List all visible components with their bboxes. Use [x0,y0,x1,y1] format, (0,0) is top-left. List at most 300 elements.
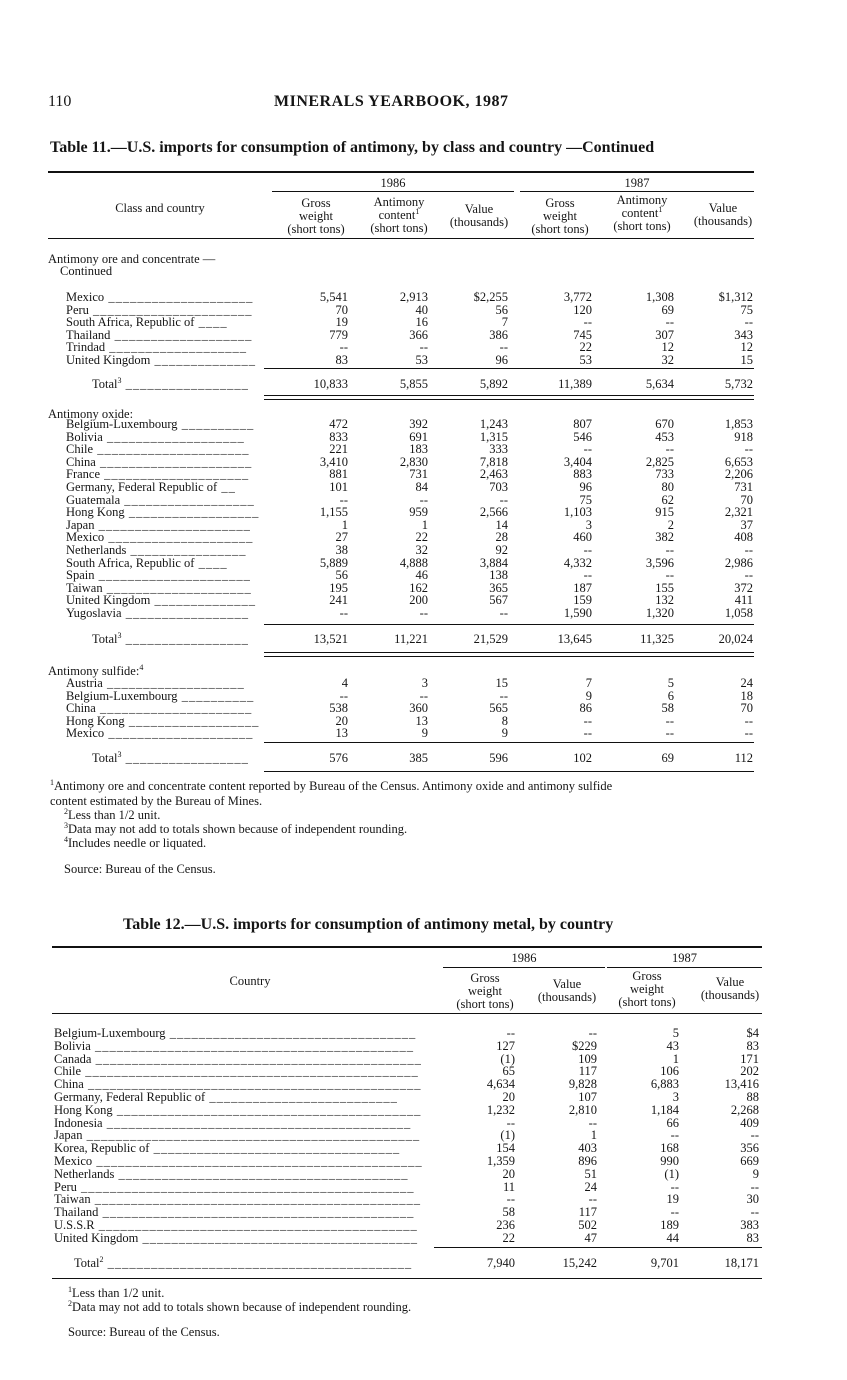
cell: 112 [734,751,753,765]
cell: -- [339,340,348,355]
cell: 92 [495,543,508,557]
table-rule [434,1247,762,1248]
cell: 53 [415,353,428,367]
row-label [54,1206,414,1219]
cell: $1,312 [718,290,753,304]
cell: 19 [335,315,348,330]
cell: 2,268 [730,1102,759,1117]
table12-footnote-2: $^2$Data may not add to totals shown because of independent rounding. [68,1298,412,1314]
row-label-text: Belgium-Luxembourg [66,688,178,703]
leader-dashes: ____________________ [104,290,254,304]
leader-dashes: _____________________ [95,701,253,716]
row-label-text: Mexico [54,1154,93,1168]
table-rule [52,1278,762,1279]
leader-dashes: ________________________________________ [114,1166,409,1181]
cell: 360 [409,701,428,716]
cell: $2,255 [473,290,508,304]
cell: 18,171 [724,1256,759,1270]
table11-col-gross-1986: Gross weight (short tons) [287,196,345,236]
cell: 2,321 [724,505,753,520]
leader-dashes: ______________________________________________ [81,1064,419,1079]
row-label-text: Taiwan [54,1192,91,1207]
cell: 9 [585,688,592,703]
row-label-text: U.S.S.R [54,1218,95,1232]
leader-dashes: _____________________________________________ [92,1154,423,1168]
row-label-text: Thailand [66,327,111,342]
table-rule [264,624,754,625]
leader-dashes: ____________________ [102,580,252,595]
row-label [54,1078,421,1091]
cell: 8 [501,713,508,728]
row-label [54,1117,411,1130]
cell: 171 [740,1051,759,1066]
cell: 1,590 [563,606,592,620]
cell: 1,315 [479,429,508,444]
table11-row [0,727,847,740]
cell: $4 [746,1026,759,1040]
leader-dashes: __________________________________________ [103,1256,413,1270]
cell: 4,888 [399,555,428,570]
cell: 66 [666,1115,679,1130]
table12-row [0,1193,847,1206]
table11-year-1986: 1986 [380,176,406,190]
cell: 2 [667,517,674,532]
table12-top-rule [52,946,762,948]
row-label-text: Bolivia [66,429,103,444]
cell: 20 [502,1090,515,1104]
cell: 183 [409,442,428,457]
cell: 567 [489,593,508,608]
cell: 70 [740,492,753,507]
cell: -- [744,568,753,583]
table12-row [0,1091,847,1104]
cell: 127 [496,1038,515,1053]
cell: 372 [734,580,753,595]
cell: -- [588,1192,597,1207]
leader-dashes: __________________________________ [165,1026,417,1040]
table12-row [0,1040,847,1053]
cell: 807 [573,417,592,431]
table12-row [0,1232,847,1245]
row-label: Total$^3$ _________________ [92,630,249,646]
cell: 14 [495,517,508,532]
row-label-text: Germany, Federal Republic of [66,480,218,494]
table11-section-heading [48,253,215,277]
cell: -- [665,713,674,728]
table-rule [264,399,754,400]
cell: 1,232 [486,1102,515,1117]
cell: 11,389 [558,377,592,391]
row-label-text: Korea, Republic of [54,1141,150,1156]
leader-dashes: ____________________________________________ [90,1038,414,1053]
cell: -- [339,688,348,703]
leader-dashes: ____ [194,555,228,570]
cell: 4 [341,676,348,690]
cell: 5 [672,1026,679,1040]
leader-dashes: ______________________________________________ [76,1179,415,1194]
cell: -- [499,492,508,507]
table12-year-1987: 1987 [672,951,697,965]
cell: 20,024 [718,632,753,646]
table12-title: Table 12.—U.S. imports for consumption of antimony metal, by country [123,916,614,933]
cell: 918 [734,429,753,444]
cell: 117 [578,1205,597,1220]
cell: -- [419,340,428,355]
cell: 386 [489,327,508,342]
row-label-text: China [54,1077,84,1092]
row-label-text: Yugoslavia [66,606,122,620]
table12-row [0,1181,847,1194]
cell: 11,221 [394,632,428,646]
row-label-text: Peru [66,302,89,317]
row-label [54,1040,414,1053]
cell: -- [665,726,674,741]
cell: 383 [740,1218,759,1232]
leader-dashes: __________ [177,417,255,431]
cell: 1,184 [650,1102,679,1117]
cell: -- [750,1179,759,1194]
cell: 5,892 [479,377,508,391]
row-label-text: Thailand [54,1205,99,1220]
cell: 187 [573,580,592,595]
cell: 733 [655,467,674,482]
row-label [54,1129,420,1142]
cell: 3,772 [563,290,592,304]
row-label: Total$^3$ _________________ [92,749,249,765]
cell: 385 [409,751,428,765]
cell: -- [744,442,753,457]
cell: 154 [496,1141,515,1156]
row-label-text: Total [74,1256,100,1270]
cell: 4,634 [486,1077,515,1092]
cell: 5 [667,676,674,690]
cell: -- [499,688,508,703]
cell: 56 [335,568,348,583]
table12-row [0,1117,847,1130]
leader-dashes: ___________________ [110,327,253,342]
cell: 10,833 [313,377,348,391]
cell: 1 [672,1051,679,1066]
cell: 669 [740,1154,759,1168]
cell: $229 [572,1038,597,1053]
row-label [54,1155,423,1168]
row-label [54,1168,409,1181]
cell: 2,825 [645,454,674,469]
section-label: Antimony oxide: [48,407,134,421]
cell: 20 [502,1166,515,1181]
cell: 24 [584,1179,597,1194]
cell: 53 [579,353,592,367]
leader-dashes: ___________________ [105,340,248,355]
cell: 1,320 [645,606,674,620]
cell: 2,830 [399,454,428,469]
cell: 16 [415,315,428,330]
table-rule [264,652,754,653]
cell: -- [499,606,508,620]
table12-row [0,1219,847,1232]
cell: -- [583,442,592,457]
cell: 382 [655,530,674,545]
leader-dashes: ___________________ [102,429,245,444]
section-label: Antimony sulfide: [48,664,140,678]
cell: 96 [495,353,508,367]
cell: 58 [502,1205,515,1220]
cell: 18 [740,688,753,703]
cell: 15,242 [562,1256,597,1270]
cell: 1,155 [319,505,348,520]
cell: -- [665,568,674,583]
table12-year-rule-1986 [443,967,605,968]
table11-footnote-4: $^4$Includes needle or liquated. [64,834,207,850]
cell: 502 [578,1218,597,1232]
cell: 65 [502,1064,515,1079]
cell: 13,521 [313,632,348,646]
table12-col-gross-1986: Gross weight (short tons) [456,971,514,1011]
cell: 596 [489,751,508,765]
cell: 168 [660,1141,679,1156]
table12-row [0,1065,847,1078]
cell: 32 [661,353,674,367]
cell: 241 [329,593,348,608]
row-label-text: Bolivia [54,1038,91,1053]
table12-row [0,1155,847,1168]
cell: 409 [740,1115,759,1130]
cell: 9,701 [650,1256,679,1270]
table12-total-row [0,1254,847,1270]
cell: 896 [578,1154,597,1168]
leader-dashes: __________________ [124,713,260,728]
cell: 11,325 [640,632,674,646]
cell: 51 [584,1166,597,1181]
cell: -- [744,713,753,728]
cell: 1,308 [645,290,674,304]
cell: 200 [409,593,428,608]
cell: 2,810 [568,1102,597,1117]
cell: 19 [666,1192,679,1207]
cell: 366 [409,327,428,342]
leader-dashes: _____________________ [94,568,251,583]
row-label [54,1091,398,1104]
cell: 13,416 [724,1077,759,1092]
cell: 117 [578,1064,597,1079]
table12-col-value-1987: Value (thousands) [700,975,760,1002]
row-label-text: Hong Kong [66,505,125,520]
cell: 75 [740,302,753,317]
row-label-text: France [66,467,101,482]
table11-col-content-1986: Antimony content$^1$ (short tons) [370,195,428,235]
leader-dashes: ______________________ [88,302,253,317]
cell: 2,566 [479,505,508,520]
cell: 24 [740,676,753,690]
row-label: Total$^2$ __________________________________________ [74,1254,413,1270]
table11-footnote-2: $^2$Less than 1/2 unit. [64,806,161,822]
cell: 5,889 [319,555,348,570]
row-label-text: Hong Kong [66,713,125,728]
cell: 3,410 [319,454,348,469]
cell: -- [339,606,348,620]
cell: 83 [746,1230,759,1245]
table12-col-value-1986: Value (thousands) [537,977,597,1004]
leader-dashes: ______________________________________________ [82,1128,421,1143]
cell: 670 [655,417,674,431]
row-label-text: Total [92,377,118,391]
cell: 4,332 [563,555,592,570]
cell: 691 [409,429,428,444]
cell: 20 [335,713,348,728]
cell: 12 [661,340,674,355]
row-label-text: Mexico [66,530,105,545]
leader-dashes: ___________________________________________ [98,1205,415,1220]
cell: -- [419,606,428,620]
cell: 365 [489,580,508,595]
row-label [54,1219,418,1232]
cell: 9 [421,726,428,741]
leader-dashes: __ [217,480,236,494]
leader-dashes: __________________________________________ [112,1102,422,1117]
leader-dashes: __________________________________ [149,1141,401,1156]
row-label-text: Canada [54,1051,92,1066]
leader-dashes: _____________________ [93,442,250,457]
row-label [66,727,253,740]
cell: 46 [415,568,428,583]
cell: 915 [655,505,674,520]
cell: 1 [590,1128,597,1143]
table12-footnote-1: $^1$Less than 1/2 unit. [68,1284,165,1300]
cell: 460 [573,530,592,545]
row-label-text: Japan [54,1128,83,1143]
cell: 56 [495,302,508,317]
table-rule [264,395,754,396]
leader-dashes: ____ [194,315,228,330]
table11-total-row [0,749,847,765]
row-label-text: Chile [54,1064,82,1079]
cell: -- [665,442,674,457]
cell: -- [583,315,592,330]
cell: 86 [579,701,592,716]
leader-dashes: ______________ [150,593,256,608]
cell: -- [670,1205,679,1220]
cell: 392 [409,417,428,431]
cell: 83 [335,353,348,367]
row-label-text: Mexico [66,726,105,741]
running-head: MINERALS YEARBOOK, 1987 [274,93,509,110]
leader-dashes: _____________________ [95,454,253,469]
leader-dashes: __________________ [124,505,260,520]
cell: 221 [329,442,348,457]
table11-footnote-1-cont: content estimated by the Bureau of Mines. [50,794,263,808]
cell: 138 [489,568,508,583]
cell: 3,404 [563,454,592,469]
leader-dashes: ______________________________________________ [83,1077,422,1092]
row-label-text: Indonesia [54,1115,103,1130]
cell: 881 [329,467,348,482]
row-label-text: Trindad [66,340,106,355]
cell: 27 [335,530,348,545]
cell: 411 [734,593,753,608]
cell: 9,828 [568,1077,597,1092]
cell: 745 [573,327,592,342]
table12-row [0,1104,847,1117]
cell: 11 [502,1179,515,1194]
table12-row [0,1142,847,1155]
cell: 47 [584,1230,597,1245]
leader-dashes: __________________________________________ [102,1115,412,1130]
table12-row [0,1168,847,1181]
cell: 883 [573,467,592,482]
leader-dashes: ______________ [150,353,256,367]
row-label [66,607,249,620]
table11-col-gross-1987: Gross weight (short tons) [531,196,589,236]
table-rule [264,771,754,772]
table-rule [264,656,754,657]
cell: 779 [329,327,348,342]
cell: (1) [664,1166,679,1181]
cell: 703 [489,480,508,494]
leader-dashes: _________________ [121,377,249,391]
cell: 6,653 [724,454,753,469]
cell: 7,818 [479,454,508,469]
row-label-text: Spain [66,568,95,583]
cell: 12 [740,340,753,355]
table12-col-country: Country [229,974,271,988]
cell: 3 [672,1090,679,1104]
cell: 75 [579,492,592,507]
cell: 731 [409,467,428,482]
cell: 7 [501,315,508,330]
row-label-text: Netherlands [54,1166,115,1181]
table11-col-class-country: Class and country [115,201,205,215]
cell: -- [670,1128,679,1143]
cell: -- [419,492,428,507]
table11-total-row [0,630,847,646]
cell: -- [339,492,348,507]
cell: 69 [661,302,674,317]
cell: -- [506,1115,515,1130]
cell: -- [744,726,753,741]
cell: 453 [655,429,674,444]
row-label [54,1193,421,1206]
table11-footnote-3: $^3$Data may not add to totals shown because of independent rounding. [64,820,408,836]
cell: 84 [415,480,428,494]
table11-title: Table 11.—U.S. imports for consumption of antimony, by class and country —Continued [50,139,655,156]
cell: 6,883 [650,1077,679,1092]
cell: 2,463 [479,467,508,482]
cell: 70 [335,302,348,317]
cell: 403 [578,1141,597,1156]
row-label-text: Netherlands [66,543,127,557]
cell: -- [744,543,753,557]
cell: 5,541 [319,290,348,304]
cell: -- [665,543,674,557]
cell: -- [583,726,592,741]
cell: 22 [502,1230,515,1245]
cell: 58 [661,701,674,716]
row-label-text: Germany, Federal Republic of [54,1090,206,1104]
leader-dashes: ____________________ [104,726,254,741]
leader-dashes: ____________________ [104,530,254,545]
cell: 1,853 [724,417,753,431]
cell: 5,855 [399,377,428,391]
cell: 472 [329,417,348,431]
cell: 30 [746,1192,759,1207]
cell: (1) [500,1051,515,1066]
cell: 7,940 [486,1256,515,1270]
cell: 408 [734,530,753,545]
row-label-text: United Kingdom [66,353,151,367]
section-label-cont: Continued [60,264,113,278]
page-number: 110 [48,93,72,110]
cell: 21,529 [473,632,508,646]
